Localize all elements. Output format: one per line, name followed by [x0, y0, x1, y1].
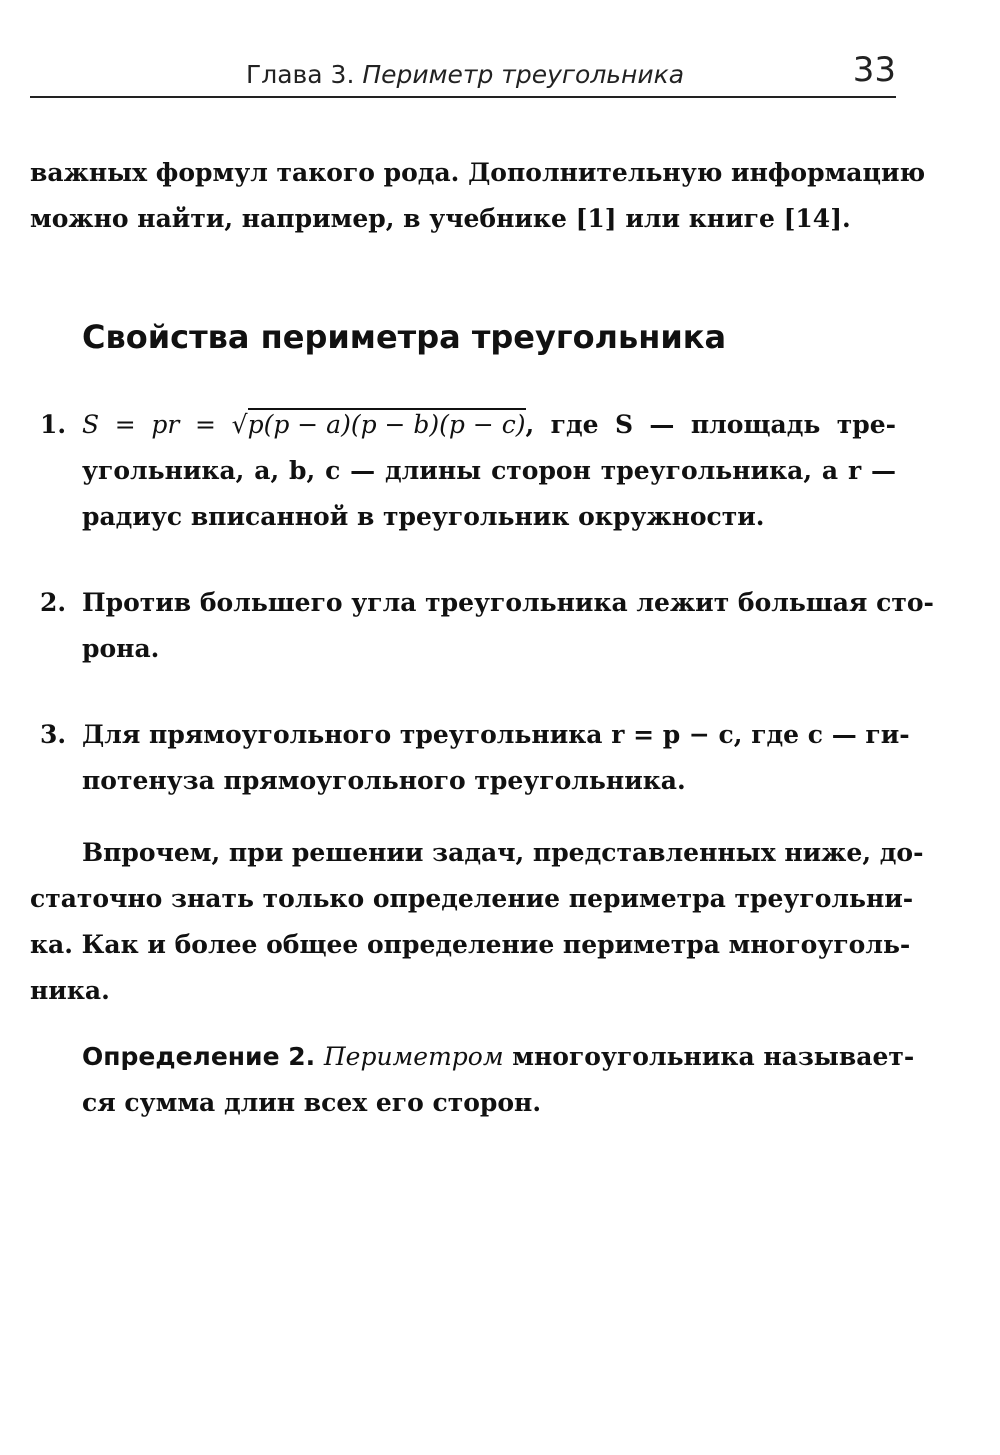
closing-paragraph — [30, 830, 924, 1014]
chapter-title: Периметр треугольника — [362, 60, 685, 89]
closing-line: Впрочем, при решении задач, представленных ниже, до- — [82, 838, 924, 867]
list-item-number: 3. — [40, 720, 67, 749]
list-item — [40, 402, 896, 542]
list-item-number: 2. — [40, 588, 67, 617]
list-item-text — [82, 712, 910, 804]
chapter-prefix: Глава 3. — [246, 60, 355, 89]
list-item-line: Против большего угла треугольника лежит большая сто- — [82, 588, 934, 617]
list-item-text — [82, 580, 934, 672]
list-item — [40, 580, 934, 672]
section-title: Свойства периметра треугольника — [82, 318, 727, 356]
list-item — [40, 712, 910, 804]
intro-line: можно найти, например, в учебнике [1] или книге [14]. — [30, 204, 851, 233]
list-item-line: Для прямоугольного треугольника r = p − c, где c — ги- — [82, 720, 910, 749]
intro-paragraph — [30, 150, 926, 242]
chapter-heading — [246, 60, 684, 89]
definition-term: Определение 2. — [82, 1042, 316, 1071]
closing-line: ника. — [30, 976, 110, 1005]
list-item-line: радиус вписанной в треугольник окружности. — [82, 502, 765, 531]
running-header — [30, 52, 896, 98]
closing-line: ка. Как и более общее определение периметра многоуголь- — [30, 930, 911, 959]
list-item-text — [82, 402, 896, 540]
definition-line: ся сумма длин всех его сторон. — [82, 1088, 542, 1117]
sqrt-sign: √ — [231, 410, 248, 439]
list-item-line — [82, 402, 896, 448]
list-item-line: потенуза прямоугольного треугольника. — [82, 766, 686, 795]
closing-line: статочно знать только определение периметра треугольни- — [30, 884, 914, 913]
definition-line — [82, 1034, 915, 1080]
page-number: 33 — [852, 50, 896, 90]
definition-italic-word: Периметром — [323, 1042, 504, 1071]
formula-radicand: p(p − a)(p − b)(p − c) — [247, 410, 526, 439]
definition — [82, 1034, 915, 1126]
list-item-line-rest: , где S — площадь тре- — [525, 410, 896, 439]
list-item-line: угольника, a, b, c — длины сторон треугольника, а r — — [82, 456, 896, 485]
definition-line-rest: многоугольника называет- — [503, 1042, 915, 1071]
intro-line: важных формул такого рода. Дополнительную информацию — [30, 158, 926, 187]
list-item-line: рона. — [82, 634, 160, 663]
list-item-number: 1. — [40, 410, 67, 439]
formula-lhs: S = pr = — [82, 410, 232, 439]
